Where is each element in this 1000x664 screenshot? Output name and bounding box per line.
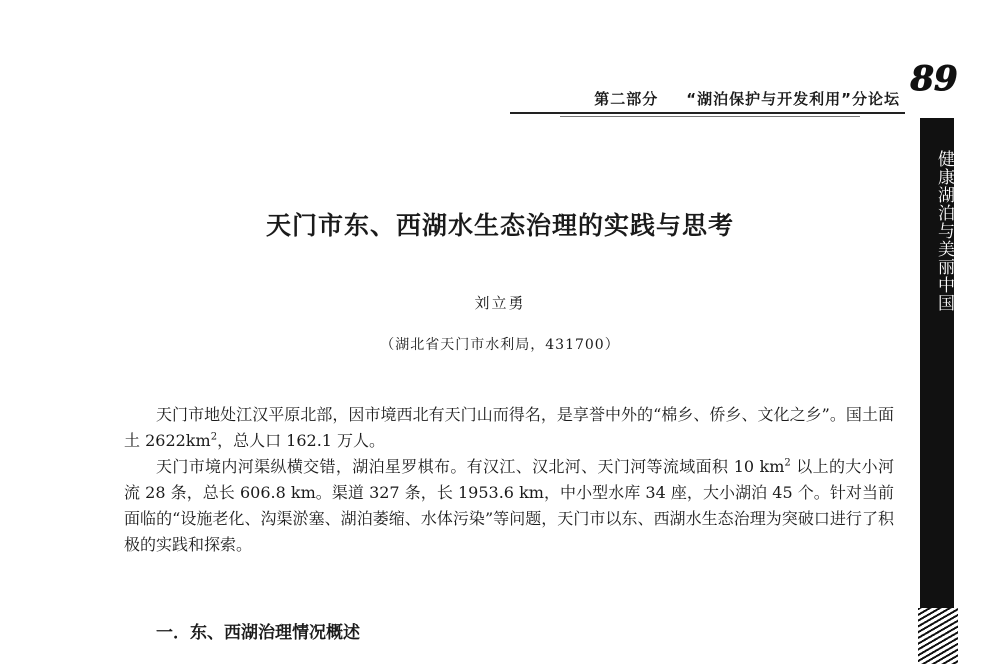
header-part: 第二部分 xyxy=(594,90,659,108)
article-title: 天门市东、西湖水生态治理的实践与思考 xyxy=(265,211,734,240)
paragraph-text: 以上的大小河流 28 条，总长 606.8 km。渠道 327 条，长 1953.6 km，中小型水库 34 座，大小湖泊 45 个。针对当前面临的“设施老化、沟渠淤塞、湖泊萎缩、水体污染”等问题，天门市以东、西湖水生态治理为突破口进行了积极的实践和探索。 xyxy=(124,457,894,554)
paragraph xyxy=(124,402,894,454)
running-header xyxy=(500,88,900,109)
paragraph xyxy=(124,454,894,558)
header-rule-thin xyxy=(560,116,860,117)
article-author: 刘立勇 xyxy=(474,294,526,312)
superscript: 2 xyxy=(784,457,791,469)
paragraph-text: 天门市地处江汉平原北部，因市境西北有天门山而得名，是享誉中外的“棉乡、侨乡、文化之乡”。国土面土 2622km xyxy=(124,405,894,450)
superscript: 2 xyxy=(210,431,218,443)
paragraph-text: ，总人口 162.1 万人。 xyxy=(217,431,386,450)
header-forum: “湖泊保护与开发利用”分论坛 xyxy=(686,90,900,108)
paragraph-text: 天门市境内河渠纵横交错，湖泊星罗棋布。有汉江、汉北河、天门河等流域面积 10 km xyxy=(156,457,785,476)
section-heading: 一．东、西湖治理情况概述 xyxy=(156,623,360,643)
article-affiliation: （湖北省天门市水利局，431700） xyxy=(380,337,620,353)
page-number-text: 89 xyxy=(910,59,958,99)
article-body xyxy=(124,402,894,558)
side-tab-label: 健康湖泊与美丽中国 xyxy=(934,150,954,312)
side-tab-hatch xyxy=(918,608,958,664)
header-rule xyxy=(510,112,905,114)
page-number xyxy=(910,56,958,100)
